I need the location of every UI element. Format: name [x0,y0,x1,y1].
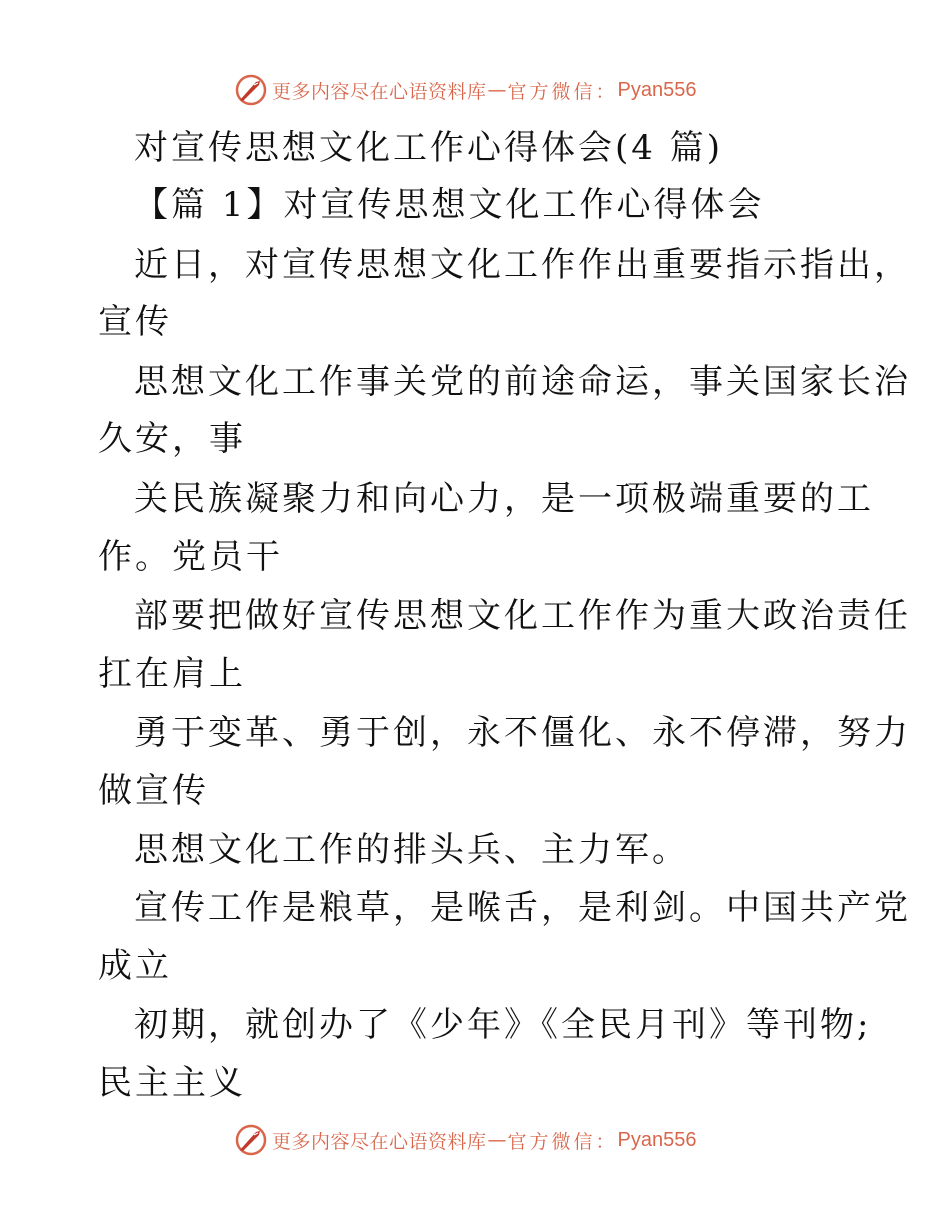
paragraph-line: 勇于变革、勇于创，永不僵化、永不停滞，努力 [134,713,911,753]
quill-pen-logo-icon [234,73,268,107]
paragraph-line: 宣传工作是粮草，是喉舌，是利剑。中国共产党 [134,888,911,928]
watermark-official-label: 官方微信： [507,80,618,103]
watermark-dash: — [487,1129,507,1151]
paragraph-line: 思想文化工作的排头兵、主力军。 [134,830,689,870]
document-title: 对宣传思想文化工作心得体会(4 篇) [134,128,723,168]
watermark-site-text: 更多内容尽在心语资料库 [272,1130,487,1153]
paragraph-line: 做宣传 [98,771,209,811]
paragraph-line: 思想文化工作事关党的前途命运，事关国家长治 [134,362,911,402]
paragraph-line: 初期，就创办了《少年》《全民月刊》等刊物; [134,1005,872,1045]
paragraph-line: 成立 [98,946,172,986]
paragraph-line: 部要把做好宣传思想文化工作作为重大政治责任 [134,596,911,636]
watermark-account-id: Pyan556 [617,1128,697,1151]
paragraph-line: 民主主义 [98,1063,246,1103]
section-heading: 【篇 1】对宣传思想文化工作心得体会 [134,185,765,225]
paragraph-line: 宣传 [98,302,172,342]
header-watermark [234,70,697,110]
watermark-site-text: 更多内容尽在心语资料库 [272,80,487,103]
quill-pen-logo-icon [234,1123,268,1157]
paragraph-line: 久安，事 [98,419,246,459]
footer-watermark [234,1120,697,1160]
paragraph-line: 扛在肩上 [98,654,246,694]
watermark-account-id: Pyan556 [617,78,697,101]
watermark-dash: — [487,79,507,101]
paragraph-line: 作。党员干 [98,537,283,577]
paragraph-line: 关民族凝聚力和向心力，是一项极端重要的工 [134,479,874,519]
paragraph-line: 近日，对宣传思想文化工作作出重要指示指出， [134,245,911,285]
watermark-official-label: 官方微信： [507,1130,618,1153]
